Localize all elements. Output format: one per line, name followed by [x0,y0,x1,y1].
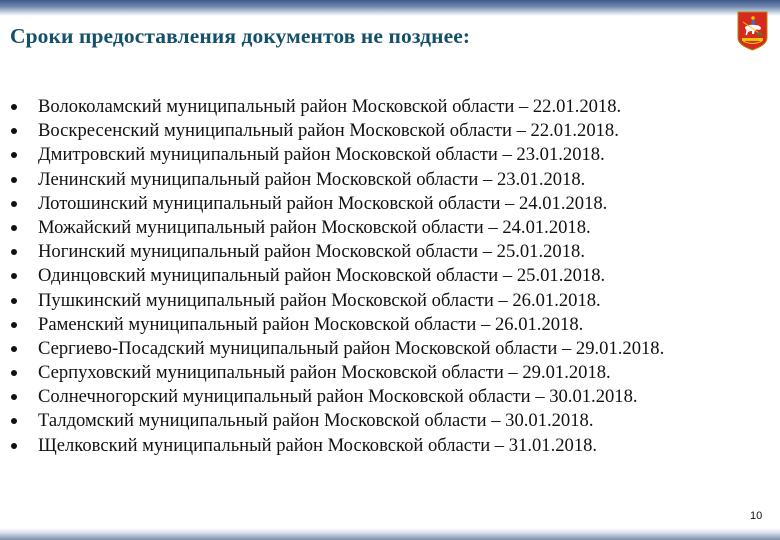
bottom-decorative-bar [0,528,780,540]
bullet-icon [11,128,17,134]
district-deadline-text: Серпуховский муниципальный район Московской области – 29.01.2018. [38,362,611,384]
bullet-icon [11,370,17,376]
bullet-icon [11,104,17,110]
district-deadline-text: Дмитровский муниципальный район Московской области – 23.01.2018. [38,144,605,166]
bullet-icon [11,443,17,449]
bullet-icon [11,273,17,279]
page-number: 10 [750,510,763,522]
district-deadline-text: Ленинский муниципальный район Московской области – 23.01.2018. [38,168,586,190]
district-deadline-text: Одинцовский муниципальный район Московской области – 25.01.2018. [38,265,606,287]
bullet-icon [11,346,17,352]
bullet-icon [11,152,17,158]
district-deadline-text: Солнечногорский муниципальный район Московской области – 30.01.2018. [38,386,638,408]
bullet-icon [11,394,17,400]
bullet-icon [11,249,17,255]
district-deadline-text: Волоколамский муниципальный район Московской области – 22.01.2018. [38,96,622,117]
bullet-icon [11,418,17,424]
district-deadline-text: Сергиево-Посадский муниципальный район Московской области – 29.01.2018. [38,337,665,359]
district-deadline-text: Щелковский муниципальный район Московской области – 31.01.2018. [38,434,598,456]
bullet-icon [11,201,17,207]
district-deadline-text: Можайский муниципальный район Московской области – 24.01.2018. [38,216,591,238]
bullet-icon [11,298,17,304]
bullet-icon [11,322,17,328]
district-deadline-text: Талдомский муниципальный район Московской области – 30.01.2018. [38,410,594,432]
district-deadline-text: Пушкинский муниципальный район Московской области – 26.01.2018. [38,289,601,311]
district-deadline-text: Воскресенский муниципальный район Московской области – 22.01.2018. [38,120,619,142]
slide-title: Сроки предоставления документов не позднее: [10,24,471,48]
district-deadline-text: Ногинский муниципальный район Московской области – 25.01.2018. [38,241,585,263]
district-deadline-text: Раменский муниципальный район Московской области – 26.01.2018. [38,313,584,335]
moscow-oblast-emblem-icon [737,11,768,51]
district-deadline-text: Лотошинский муниципальный район Московской области – 24.01.2018. [38,192,608,214]
top-decorative-bar [0,0,780,16]
bullet-icon [11,225,17,231]
bullet-icon [11,177,17,183]
